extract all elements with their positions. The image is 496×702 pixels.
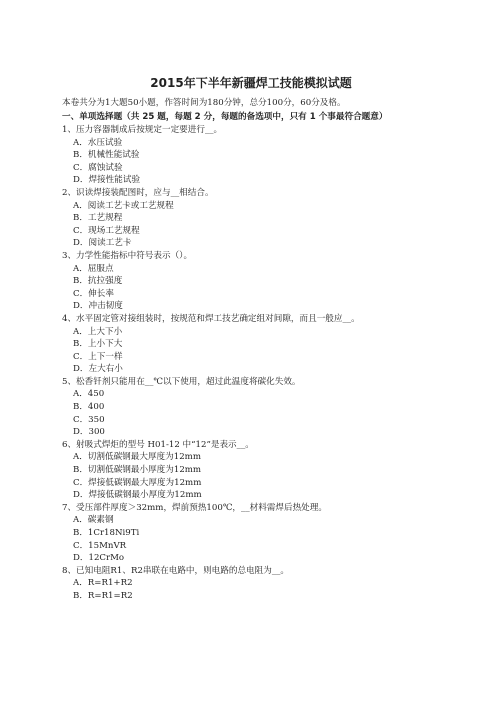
document-page xyxy=(62,74,440,603)
answer-option: B．上小下大 xyxy=(73,339,123,350)
answer-option: B．切割低碳钢最小厚度为12mm xyxy=(73,465,202,476)
answer-option: B．机械性能试验 xyxy=(73,150,140,161)
question-list xyxy=(62,124,440,603)
answer-option: A．水压试验 xyxy=(73,137,123,148)
question-stem: 2、识读焊接装配图时，应与__相结合。 xyxy=(62,187,214,198)
answer-option: B．400 xyxy=(73,402,105,413)
answer-option: B．1Cr18Ni9Ti xyxy=(73,528,140,538)
answer-option: D．左大右小 xyxy=(73,364,123,375)
answer-option: C．现场工艺规程 xyxy=(73,225,140,236)
exam-intro: 本卷共分为1大题50小题，作答时间为180分钟，总分100分，60分及格。 xyxy=(62,98,346,108)
answer-option: D．12CrMo xyxy=(73,553,125,564)
answer-option: C．伸长率 xyxy=(73,288,114,299)
question-block xyxy=(62,187,440,250)
answer-option: D．阅读工艺卡 xyxy=(73,238,132,249)
question-stem: 1、压力容器制成后按规定一定要进行__。 xyxy=(62,125,223,135)
question-stem: 6、射吸式焊炬的型号 H01-12 中“12”是表示__。 xyxy=(62,439,254,450)
question-block xyxy=(62,439,440,502)
answer-option: D．300 xyxy=(73,427,105,438)
question-block xyxy=(62,502,440,565)
question-stem: 4、水平固定管对接组装时，按规范和焊工技艺确定组对间隙，而且一般应__。 xyxy=(62,313,360,324)
question-block xyxy=(62,565,440,603)
section-heading: 一、单项选择题（共 25 题，每题 2 分，每题的备选项中，只有 1 个事最符合题意） xyxy=(62,112,388,122)
answer-option: A．屈服点 xyxy=(73,263,114,274)
answer-option: D．冲击韧度 xyxy=(73,301,123,312)
answer-option: A．R=R1+R2 xyxy=(73,578,133,589)
page-title: 2015年下半年新疆焊工技能模拟试题 xyxy=(150,76,352,90)
question-stem: 8、已知电阻R1、R2串联在电路中，则电路的总电阻为__。 xyxy=(62,565,290,576)
answer-option: A．上大下小 xyxy=(73,326,123,337)
question-block xyxy=(62,376,440,439)
answer-option: B．R=R1=R2 xyxy=(73,590,133,601)
answer-option: B．抗拉强度 xyxy=(73,276,123,287)
answer-option: B．工艺规程 xyxy=(73,213,123,224)
answer-option: D．焊接低碳钢最小厚度为12mm xyxy=(73,490,202,501)
answer-option: C．15MnVR xyxy=(73,540,127,551)
question-stem: 3、力学性能指标中符号表示（）。 xyxy=(62,250,193,261)
answer-option: A．450 xyxy=(73,389,105,400)
answer-option: D．焊接性能试验 xyxy=(73,175,141,186)
answer-option: A．切割低碳钢最大厚度为12mm xyxy=(73,452,201,463)
answer-option: C．350 xyxy=(73,414,105,425)
answer-option: A．碳素钢 xyxy=(73,515,114,526)
answer-option: A．阅读工艺卡或工艺规程 xyxy=(73,200,174,211)
answer-option: C．焊接低碳钢最大厚度为12mm xyxy=(73,477,202,488)
answer-option: C．腐蚀试验 xyxy=(73,162,123,173)
answer-option: C．上下一样 xyxy=(73,351,123,362)
question-block xyxy=(62,313,440,376)
question-stem: 7、受压部件厚度＞32mm，焊前预热100℃，__材料需焊后热处理。 xyxy=(62,502,327,513)
question-stem: 5、松香钎剂只能用在__℃以下使用，超过此温度将碳化失效。 xyxy=(62,376,301,387)
question-block xyxy=(62,250,440,313)
question-block xyxy=(62,124,440,187)
